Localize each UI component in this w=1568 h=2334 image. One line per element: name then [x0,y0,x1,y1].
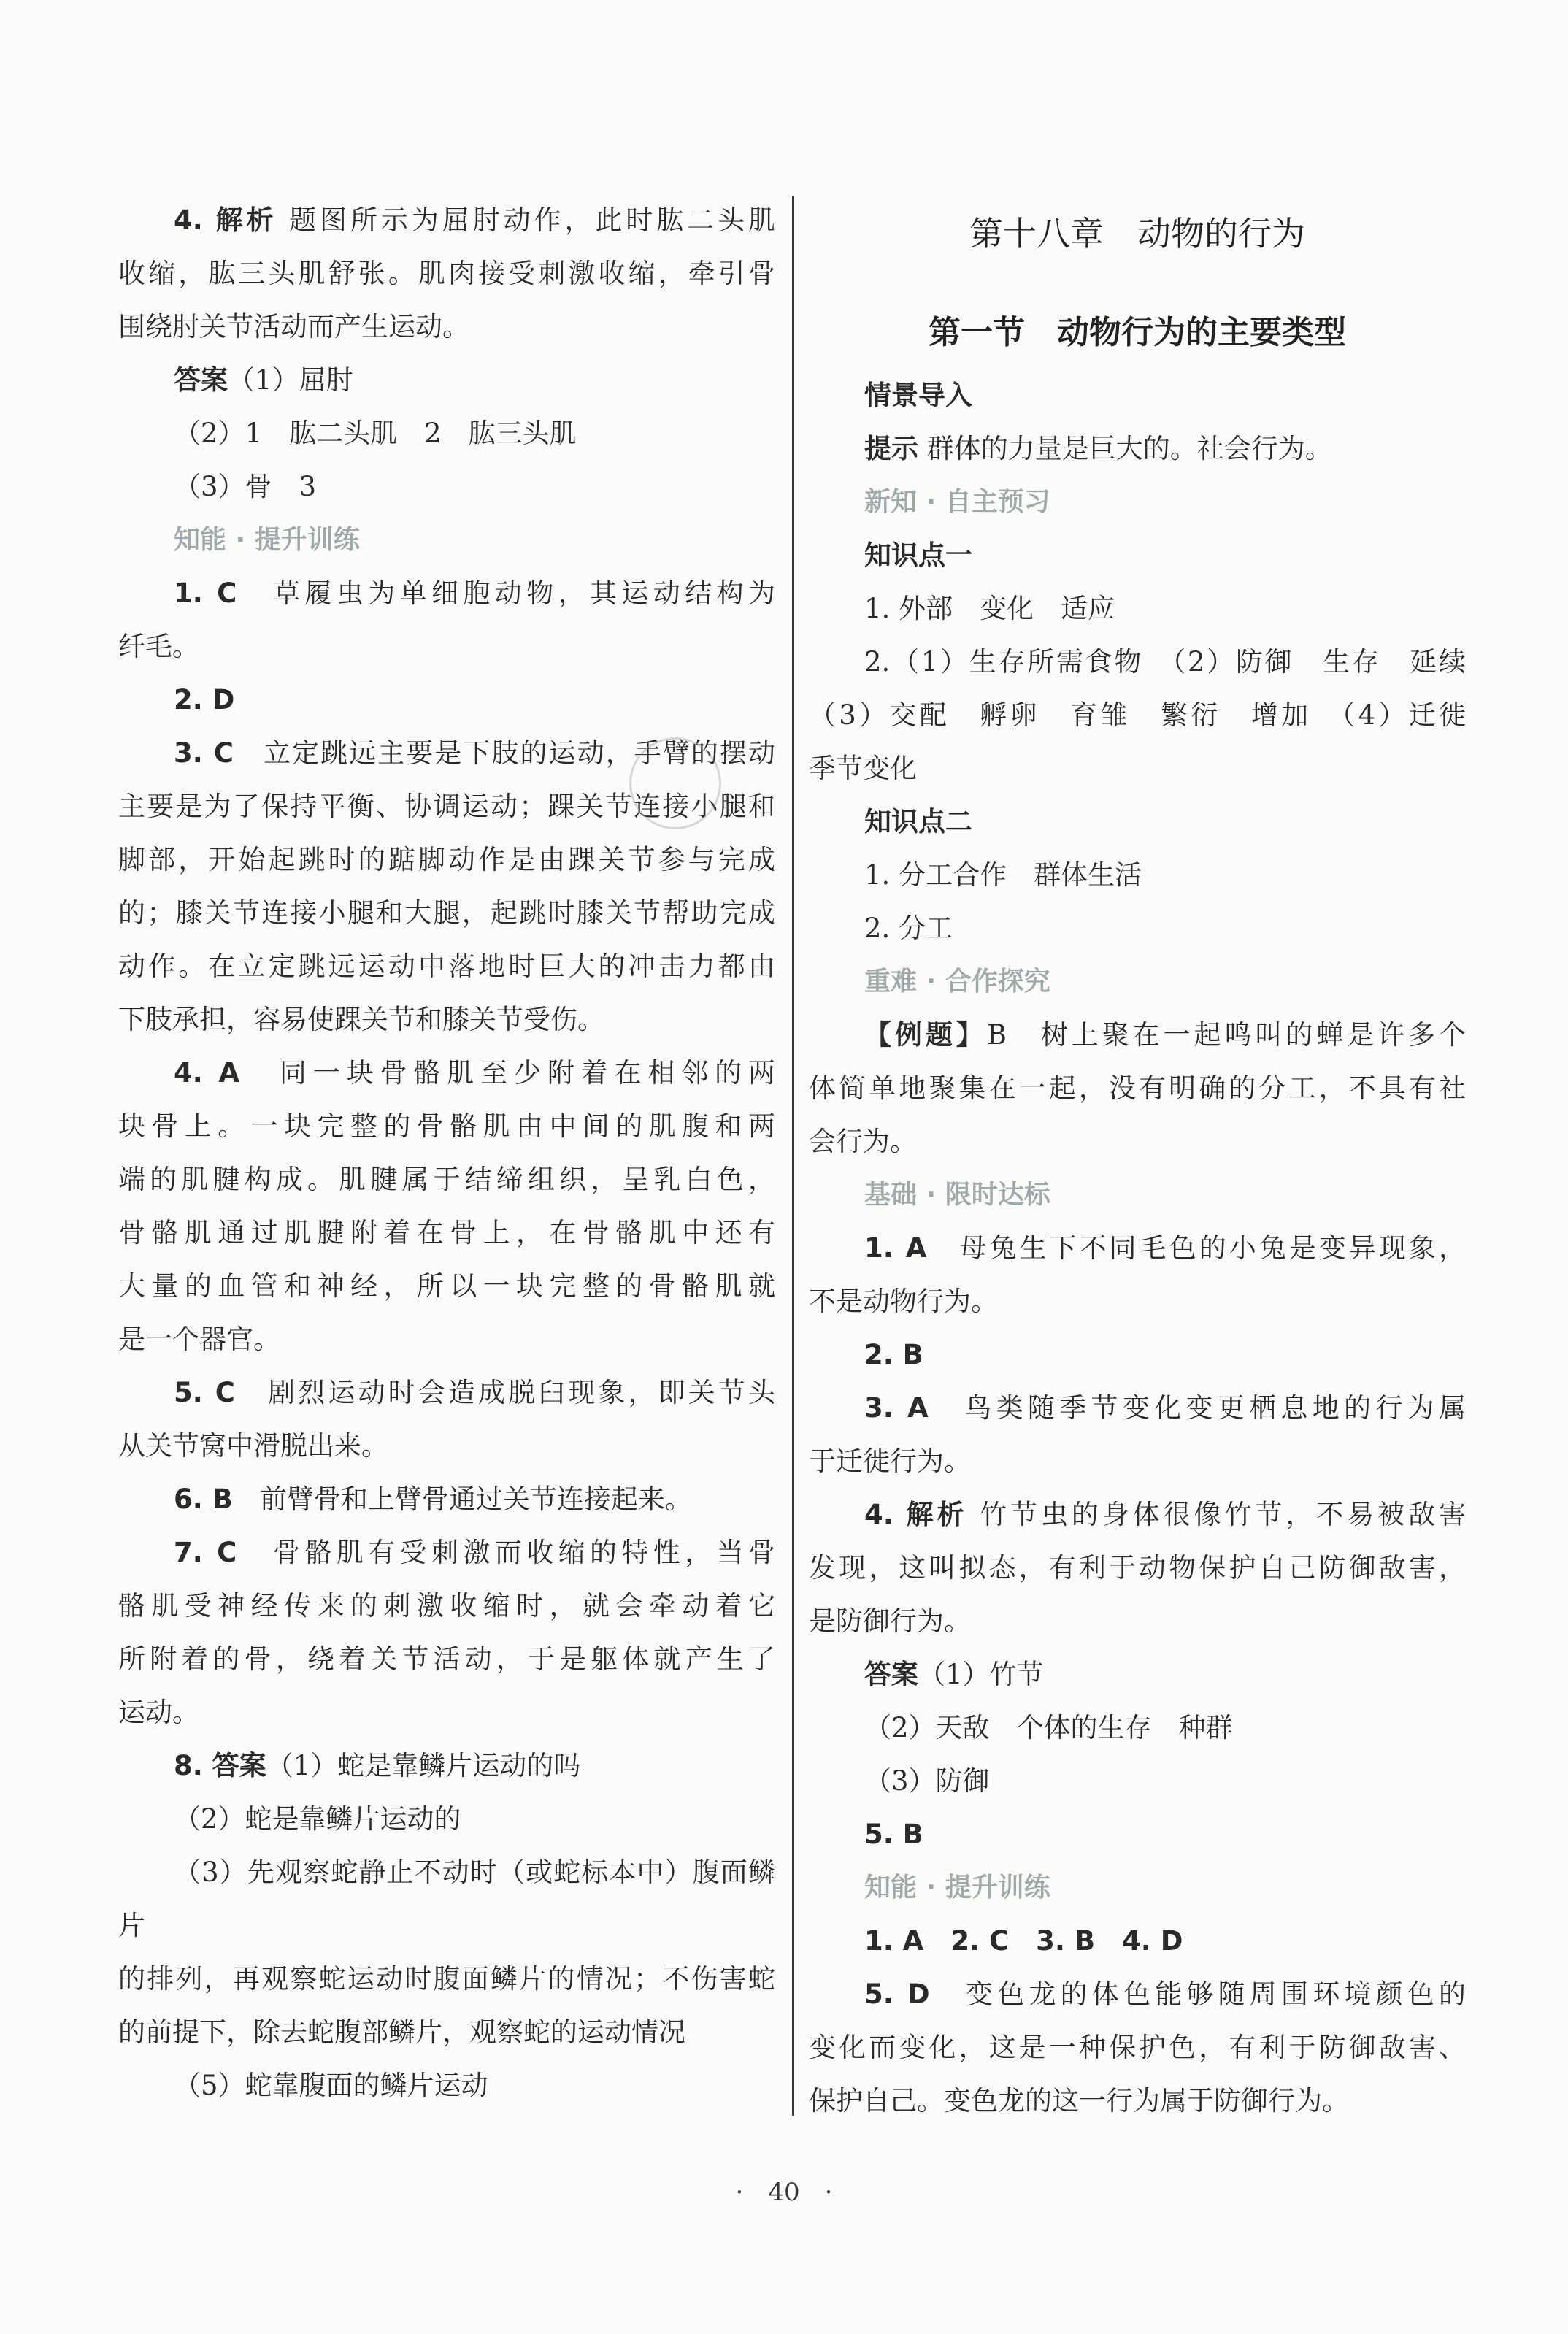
line-text: 2. 分工 [864,913,953,944]
text-line [118,1473,775,1526]
line-text: 骨骼肌有受刺激而收缩的特性，当骨 [237,1537,775,1568]
line-text: 从关节窝中滑脱出来。 [118,1430,388,1462]
text-line [118,1313,775,1366]
text-line [809,1648,1466,1701]
line-text: 同一块骨骼肌至少附着在相邻的两 [239,1057,775,1089]
line-text: 于迁徙行为。 [809,1446,971,1477]
line-text: 发现，这叫拟态，有利于动物保护自己防御敌害， [809,1552,1466,1583]
line-text: B 树上聚在一起鸣叫的蝉是许多个 [986,1019,1466,1051]
line-text: 围绕肘关节活动而产生运动。 [118,311,469,342]
text-line [809,848,1466,902]
text-line [118,833,775,886]
text-line [118,1099,775,1153]
text-line [809,1488,1466,1541]
right-column [809,193,1466,2127]
line-text: （5）蛇靠腹面的鳞片运动 [174,2070,488,2101]
line-text: 体简单地聚集在一起，没有明确的分工，不具有社 [809,1072,1466,1104]
section-heading [118,513,775,567]
line-text: 运动。 [118,1697,199,1728]
bold-label: 3. A [864,1392,929,1424]
section-heading [809,475,1466,529]
text-line [809,1594,1466,1648]
line-text: 骨骼肌通过肌腱附着在骨上，在骨骼肌中还有 [118,1217,775,1248]
line-text: （3）骨 3 [174,471,317,502]
page-number: · 40 · [735,2178,833,2207]
line-text: 下肢承担，容易使踝关节和膝关节受伤。 [118,1004,604,1035]
line-text: 第十八章 动物的行为 [969,214,1305,253]
text-line [118,1153,775,1206]
text-line [118,1206,775,1259]
text-line [118,193,775,247]
text-line [118,460,775,513]
text-line [809,902,1466,955]
text-line [118,407,775,460]
line-text: 群体的力量是巨大的。社会行为。 [918,433,1332,464]
line-text: 纤毛。 [118,631,199,662]
text-line [809,1541,1466,1594]
text-line [809,1435,1466,1488]
bold-label: 知识点二 [864,806,972,837]
text-line [118,1846,775,1952]
bold-label: 2. B [864,1339,923,1370]
line-text: （3）先观察蛇静止不动时（或蛇标本中）腹面鳞片 [118,1857,775,1941]
text-line [118,2005,775,2059]
text-line [118,300,775,353]
text-line [809,1115,1466,1168]
line-text: 前臂骨和上臂骨通过关节连接起来。 [232,1483,692,1515]
text-line [809,1754,1466,1808]
bold-label: 7. C [174,1537,237,1568]
text-line [118,673,775,726]
line-text: 草履虫为单细胞动物，其运动结构为 [237,577,775,609]
bold-label: 提示 [864,433,918,464]
line-text: 不是动物行为。 [809,1286,998,1317]
line-text: 是防御行为。 [809,1605,971,1637]
text-line [118,1366,775,1419]
section-heading [809,1861,1466,1914]
watermark-stamp [629,737,721,829]
line-text: 剧烈运动时会造成脱臼现象，即关节头 [234,1377,775,1408]
text-line [118,1632,775,1686]
line-text: 骼肌受神经传来的刺激收缩时，就会牵动着它 [118,1590,775,1621]
line-text: 知能 · 提升训练 [864,1873,1050,1903]
text-line [118,567,775,620]
bold-label: 1. C [174,577,237,609]
text-line [809,1914,1466,1968]
text-line [118,1792,775,1846]
bold-label: 3. C [174,737,234,769]
text-line [118,1579,775,1632]
text-line [118,620,775,673]
text-line [809,1008,1466,1062]
line-text: 母兔生下不同毛色的小兔是变异现象， [926,1232,1466,1264]
line-text: 脚部，开始起跳时的踮脚动作是由踝关节参与完成 [118,844,775,875]
text-line [809,369,1466,422]
text-line [118,940,775,993]
bold-label: 1. A 2. C 3. B 4. D [864,1925,1183,1957]
text-line [118,1419,775,1473]
text-line [809,529,1466,582]
bold-label: 4. 解析 [864,1499,968,1530]
line-text: 题图所示为屈肘动作，此时肱二头肌 [277,204,775,236]
line-text: 变色龙的体色能够随周围环境颜色的 [929,1978,1467,2010]
text-line [809,1062,1466,1115]
line-text: （2）1 肱二头肌 2 肱三头肌 [174,418,577,449]
line-text: （1）竹节 [918,1659,1044,1690]
text-line [118,247,775,300]
text-line [118,1739,775,1792]
text-line [118,1952,775,2005]
section-title [809,307,1466,358]
line-text: 所附着的骨，绕着关节活动，于是躯体就产生了 [118,1643,775,1675]
line-text: 变化而变化，这是一种保护色，有利于防御敌害、 [809,2032,1466,2063]
text-line [809,742,1466,795]
section-heading [809,1168,1466,1221]
line-text: 的前提下，除去蛇腹部鳞片，观察蛇的运动情况 [118,2016,685,2048]
line-text: 鸟类随季节变化变更栖息地的行为属 [928,1392,1466,1424]
line-text: 1. 分工合作 群体生活 [864,859,1142,891]
bold-label: 情景导入 [864,380,972,411]
line-text: 重难 · 合作探究 [864,967,1050,997]
text-line [809,1968,1466,2021]
text-line [809,2021,1466,2074]
line-text: 块骨上。一块完整的骨骼肌由中间的肌腹和两 [118,1110,775,1142]
text-line [809,795,1466,848]
text-line [809,1381,1466,1435]
line-text: 2.（1）生存所需食物 （2）防御 生存 延续 [864,646,1466,677]
bold-label: 答案 [864,1659,918,1690]
text-line [809,635,1466,688]
line-text: 大量的血管和神经，所以一块完整的骨骼肌就 [118,1270,775,1302]
bold-label: 5. B [864,1819,923,1850]
bold-label: 6. B [174,1483,233,1515]
line-text: 基础 · 限时达标 [864,1180,1050,1210]
line-text: 立定跳远主要是下肢的运动，手臂的摆动 [233,737,776,769]
line-text: 季节变化 [809,753,917,784]
line-text: （2）天敌 个体的生存 种群 [864,1712,1233,1743]
text-line [118,1259,775,1313]
line-text: 新知 · 自主预习 [864,487,1050,517]
text-line [118,1526,775,1579]
text-line [118,886,775,940]
line-text: 的；膝关节连接小腿和大腿，起跳时膝关节帮助完成 [118,897,775,929]
line-text: 端的肌腱构成。肌腱属于结缔组织，呈乳白色， [118,1164,775,1195]
line-text: （1）屈肘 [228,364,353,396]
text-line [809,1275,1466,1328]
bold-label: 知识点一 [864,540,972,571]
bold-label: 4. 解析 [174,204,277,236]
line-text: 保护自己。变色龙的这一行为属于防御行为。 [809,2085,1349,2116]
section-heading [809,955,1466,1008]
text-line [809,1328,1466,1381]
bold-label: 8. 答案 [174,1750,266,1781]
bold-label: 1. A [864,1232,927,1264]
chapter-title [809,208,1466,259]
line-text: 第一节 动物行为的主要类型 [929,314,1346,351]
text-line [809,1808,1466,1861]
line-text: 的排列，再观察蛇运动时腹面鳞片的情况；不伤害蛇 [118,1963,775,1995]
line-text: （2）蛇是靠鳞片运动的 [174,1803,461,1835]
text-line [809,582,1466,635]
line-text: （1）蛇是靠鳞片运动的吗 [266,1750,581,1781]
text-line [118,1046,775,1099]
bold-label: 2. D [174,684,235,715]
text-line [118,2059,775,2112]
text-line [809,2074,1466,2127]
bold-label: 4. A [174,1057,240,1089]
bold-label: 5. C [174,1377,235,1408]
line-text: 收缩，肱三头肌舒张。肌肉接受刺激收缩，牵引骨 [118,258,775,289]
line-text: （3）交配 孵卵 育雏 繁衍 增加 （4）迁徙 [809,699,1466,731]
line-text: （3）防御 [864,1765,990,1797]
text-line [118,993,775,1046]
line-text: 是一个器官。 [118,1324,280,1355]
line-text: 主要是为了保持平衡、协调运动；踝关节连接小腿和 [118,791,775,822]
line-text: 知能 · 提升训练 [174,525,360,555]
bold-label: 5. D [864,1978,930,2010]
text-line [118,353,775,407]
text-line [809,1221,1466,1275]
text-line [809,1701,1466,1754]
text-line [809,688,1466,742]
line-text: 动作。在立定跳远运动中落地时巨大的冲击力都由 [118,951,775,982]
bold-label: 答案 [174,364,228,396]
text-line [118,1686,775,1739]
column-divider [792,196,794,2116]
left-column [118,193,775,2112]
line-text: 竹节虫的身体很像竹节，不易被敌害 [967,1499,1466,1530]
line-text: 1. 外部 变化 适应 [864,593,1115,624]
line-text: 会行为。 [809,1126,917,1157]
bold-label: 【例题】 [864,1019,987,1051]
text-line [809,422,1466,475]
